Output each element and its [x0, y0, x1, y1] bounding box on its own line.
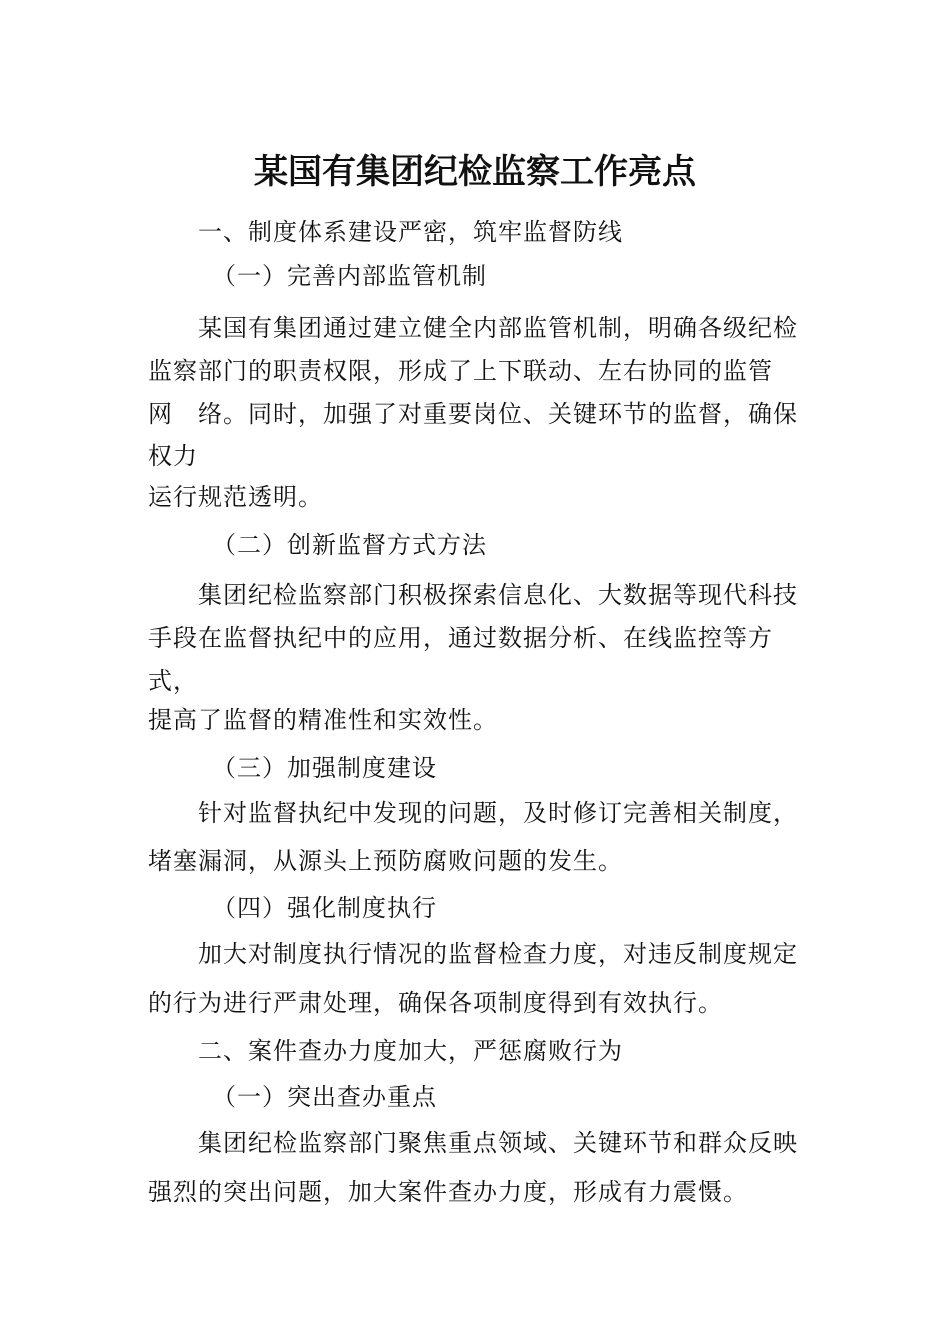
document-title: 某国有集团纪检监察工作亮点: [254, 152, 696, 192]
paragraph-line: 堵塞漏洞，从源头上预防腐败问题的发生。: [148, 847, 623, 875]
paragraph-line: 式，: [148, 667, 198, 695]
subsection-heading-2-1: （一）突出查办重点: [212, 1083, 437, 1111]
subsection-heading-1-1: （一）完善内部监管机制: [212, 262, 487, 290]
paragraph-line: 监察部门的职责权限，形成了上下联动、左右协同的监管: [148, 357, 773, 385]
paragraph-line: 权力: [148, 442, 198, 470]
paragraph-line: 网 络。同时，加强了对重要岗位、关键环节的监督，确保: [148, 400, 798, 428]
paragraph-line: 某国有集团通过建立健全内部监管机制，明确各级纪检: [198, 314, 798, 342]
section-heading-1: 一、制度体系建设严密，筑牢监督防线: [198, 218, 623, 246]
paragraph-line: 提高了监督的精准性和实效性。: [148, 706, 498, 734]
paragraph-line: 运行规范透明。: [148, 483, 323, 511]
subsection-heading-1-4: （四）强化制度执行: [212, 894, 437, 922]
subsection-heading-1-2: （二）创新监督方式方法: [212, 531, 487, 559]
paragraph-line: 集团纪检监察部门聚焦重点领域、关键环节和群众反映: [198, 1129, 798, 1157]
section-heading-2: 二、案件查办力度加大，严惩腐败行为: [198, 1037, 623, 1065]
paragraph-line: 手段在监督执纪中的应用，通过数据分析、在线监控等方: [148, 624, 773, 652]
paragraph-line: 的行为进行严肃处理，确保各项制度得到有效执行。: [148, 989, 723, 1017]
paragraph-line: 强烈的突出问题，加大案件查办力度，形成有力震慑。: [148, 1178, 748, 1206]
paragraph-line: 针对监督执纪中发现的问题，及时修订完善相关制度，: [198, 799, 798, 827]
paragraph-line: 加大对制度执行情况的监督检查力度，对违反制度规定: [198, 940, 798, 968]
subsection-heading-1-3: （三）加强制度建设: [212, 754, 437, 782]
paragraph-line: 集团纪检监察部门积极探索信息化、大数据等现代科技: [198, 581, 798, 609]
